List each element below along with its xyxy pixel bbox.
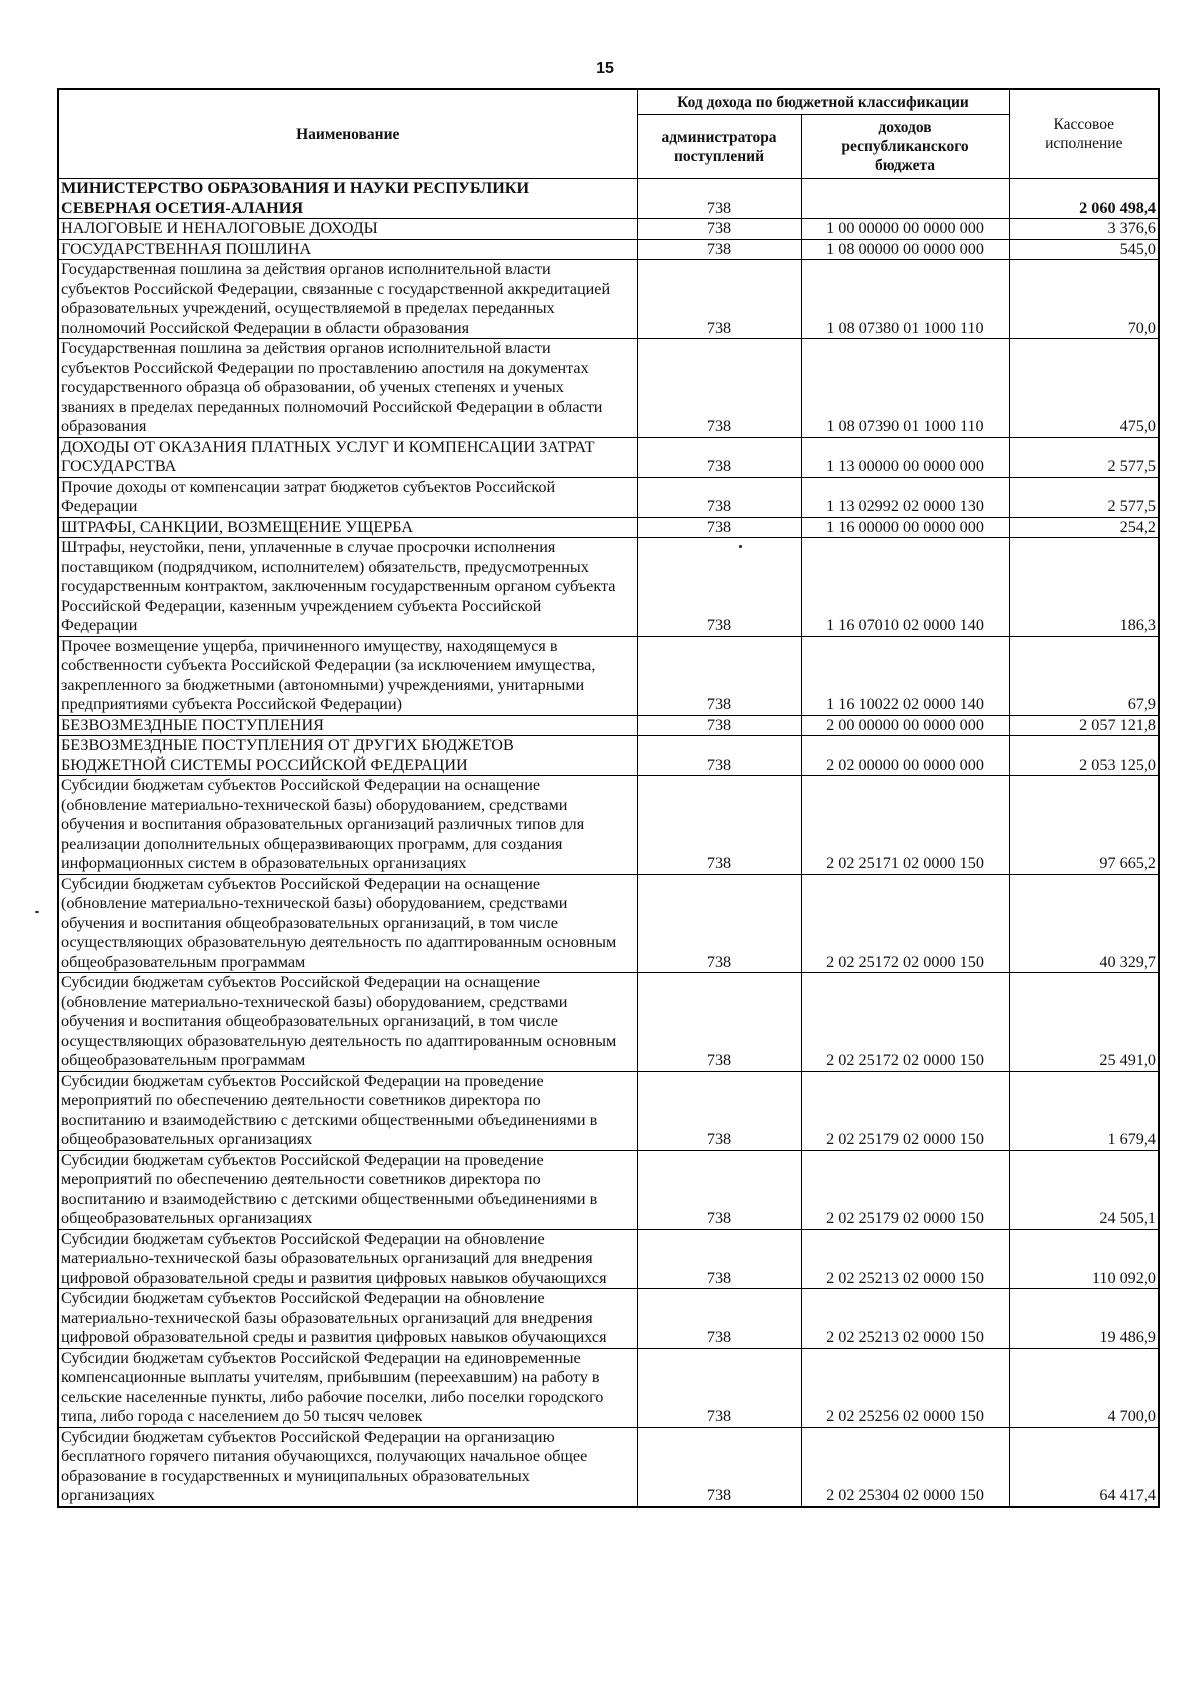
table-row [58,776,1159,875]
header-row [58,89,1159,115]
table-row [58,1229,1159,1289]
row-name-cell: Прочее возмещение ущерба, причиненного имуществу, находящемуся в собственности субъекта Российской Федерации (за исключением имущества, закрепленного за бюджетными (автономными) учреждениями, унитарными предприятиями субъекта Российской Федерации) [58,636,637,715]
admin-code-cell: 738 [637,874,801,973]
revenue-code-cell: 2 02 25172 02 0000 150 [801,973,1009,1072]
table-row [58,437,1159,477]
row-name-cell: Штрафы, неустойки, пени, уплаченные в случае просрочки исполнения поставщиком (подрядчиком, исполнителем) обязательств, предусмотренных государственным контрактом, заключенным государственным органом субъекта Российской Федерации, казенным учреждением субъекта Российской Федерации [58,538,637,637]
table-row [58,636,1159,715]
revenue-code-cell: 2 02 25256 02 0000 150 [801,1348,1009,1427]
admin-code-cell: 738 [637,1348,801,1427]
table-row [58,538,1159,637]
table-row [58,179,1159,219]
revenue-code-cell: 2 00 00000 00 0000 000 [801,715,1009,736]
revenue-code-cell [801,179,1009,219]
revenue-code-cell: 2 02 25179 02 0000 150 [801,1150,1009,1229]
amount-cell: 2 053 125,0 [1009,736,1159,776]
revenue-code-cell: 1 13 02992 02 0000 130 [801,477,1009,517]
admin-code-cell: 738 [637,239,801,260]
revenue-code-cell: 2 02 25213 02 0000 150 [801,1289,1009,1349]
table-row [58,874,1159,973]
revenue-code-cell: 2 02 00000 00 0000 000 [801,736,1009,776]
row-name-cell: Государственная пошлина за действия органов исполнительной власти субъектов Российской Федерации, связанные с государственной аккредитацией образовательных учреждений, осуществляемой в пределах переданных полномочий Российской Федерации в области образования [58,260,637,339]
row-name-cell: ГОСУДАРСТВЕННАЯ ПОШЛИНА [58,239,637,260]
admin-code-cell: 738 [637,715,801,736]
row-name-cell: Государственная пошлина за действия органов исполнительной власти субъектов Российской Федерации по проставлению апостиля на документах государственного образца об образовании, об ученых степенях и ученых званиях в пределах переданных полномочий Российской Федерации в области образования [58,339,637,438]
amount-cell: 4 700,0 [1009,1348,1159,1427]
admin-code-cell: 738 [637,260,801,339]
admin-code-cell: 738 [637,517,801,538]
table-row [58,339,1159,438]
amount-cell: 3 376,6 [1009,219,1159,240]
table-row [58,1289,1159,1349]
admin-code-cell: 738 [637,477,801,517]
header-code-group: Код дохода по бюджетной классификации [637,89,1009,115]
table-row [58,715,1159,736]
table-row [58,1150,1159,1229]
table-row [58,973,1159,1072]
amount-cell: 110 092,0 [1009,1229,1159,1289]
amount-cell: 67,9 [1009,636,1159,715]
header-admin-column: администратора поступлений [637,115,801,179]
revenue-code-cell: 1 08 07380 01 1000 110 [801,260,1009,339]
revenue-code-cell: 2 02 25172 02 0000 150 [801,874,1009,973]
revenue-code-cell: 2 02 25179 02 0000 150 [801,1071,1009,1150]
row-name-cell: Субсидии бюджетам субъектов Российской Федерации на обновление материально-технической базы образовательных организаций для внедрения цифровой образовательной среды и развития цифровых навыков обучающихся [58,1289,637,1349]
table-row [58,1427,1159,1507]
table-header [58,89,1159,179]
header-name-column: Наименование [58,89,637,179]
row-name-cell: Субсидии бюджетам субъектов Российской Федерации на организацию бесплатного горячего питания обучающихся, получающих начальное общее образование в государственных и муниципальных образовательных организациях [58,1427,637,1507]
header-execution-column: Кассовое исполнение [1009,89,1159,179]
admin-code-cell: 738 [637,636,801,715]
admin-code-cell: 738 [637,736,801,776]
row-name-cell: Субсидии бюджетам субъектов Российской Федерации на оснащение (обновление материально-технической базы) оборудованием, средствами обучения и воспитания общеобразовательных организаций, в том числе осуществляющих образовательную деятельность по адаптированным основным общеобразовательным программам [58,874,637,973]
amount-cell: 97 665,2 [1009,776,1159,875]
revenue-code-cell: 2 02 25171 02 0000 150 [801,776,1009,875]
amount-cell: 1 679,4 [1009,1071,1159,1150]
amount-cell: 19 486,9 [1009,1289,1159,1349]
scan-speck [35,911,39,913]
row-name-cell: ШТРАФЫ, САНКЦИИ, ВОЗМЕЩЕНИЕ УЩЕРБА [58,517,637,538]
row-name-cell: Субсидии бюджетам субъектов Российской Федерации на оснащение (обновление материально-технической базы) оборудованием, средствами обучения и воспитания общеобразовательных организаций, в том числе осуществляющих образовательную деятельность по адаптированным основным общеобразовательным программам [58,973,637,1072]
row-name-cell: Субсидии бюджетам субъектов Российской Федерации на единовременные компенсационные выплаты учителям, прибывшим (переехавшим) на работу в сельские населенные пункты, либо рабочие поселки, либо поселки городского типа, либо города с населением до 50 тысяч человек [58,1348,637,1427]
admin-code-cell: 738 [637,1229,801,1289]
header-budget-column: доходов республиканского бюджета [801,115,1009,179]
admin-code-cell: 738 [637,339,801,438]
admin-code-cell: 738 [637,1289,801,1349]
amount-cell: 2 060 498,4 [1009,179,1159,219]
table-row [58,477,1159,517]
revenue-code-cell: 1 13 00000 00 0000 000 [801,437,1009,477]
revenue-code-cell: 1 08 07390 01 1000 110 [801,339,1009,438]
amount-cell: 545,0 [1009,239,1159,260]
table-row [58,239,1159,260]
table-row [58,736,1159,776]
amount-cell: 2 577,5 [1009,437,1159,477]
revenue-code-cell: 1 08 00000 00 0000 000 [801,239,1009,260]
table-row [58,1348,1159,1427]
row-name-cell: МИНИСТЕРСТВО ОБРАЗОВАНИЯ И НАУКИ РЕСПУБЛИКИ СЕВЕРНАЯ ОСЕТИЯ-АЛАНИЯ [58,179,637,219]
row-name-cell: Прочие доходы от компенсации затрат бюджетов субъектов Российской Федерации [58,477,637,517]
row-name-cell: НАЛОГОВЫЕ И НЕНАЛОГОВЫЕ ДОХОДЫ [58,219,637,240]
amount-cell: 70,0 [1009,260,1159,339]
amount-cell: 475,0 [1009,339,1159,438]
row-name-cell: БЕЗВОЗМЕЗДНЫЕ ПОСТУПЛЕНИЯ [58,715,637,736]
admin-code-cell: 738 [637,219,801,240]
table-row [58,219,1159,240]
amount-cell: 2 577,5 [1009,477,1159,517]
admin-code-cell: 738 [637,776,801,875]
admin-code-cell: 738 [637,1427,801,1507]
table-row [58,1071,1159,1150]
revenue-code-cell: 1 16 00000 00 0000 000 [801,517,1009,538]
admin-code-cell: 738 [637,437,801,477]
row-name-cell: ДОХОДЫ ОТ ОКАЗАНИЯ ПЛАТНЫХ УСЛУГ И КОМПЕНСАЦИИ ЗАТРАТ ГОСУДАРСТВА [58,437,637,477]
table-body [58,179,1159,1507]
revenue-table [57,88,1160,1508]
amount-cell: 186,3 [1009,538,1159,637]
revenue-code-cell: 1 00 00000 00 0000 000 [801,219,1009,240]
row-name-cell: Субсидии бюджетам субъектов Российской Федерации на обновление материально-технической базы образовательных организаций для внедрения цифровой образовательной среды и развития цифровых навыков обучающихся [58,1229,637,1289]
amount-cell: 254,2 [1009,517,1159,538]
admin-code-cell: 738 [637,1071,801,1150]
amount-cell: 2 057 121,8 [1009,715,1159,736]
amount-cell: 64 417,4 [1009,1427,1159,1507]
row-name-cell: БЕЗВОЗМЕЗДНЫЕ ПОСТУПЛЕНИЯ ОТ ДРУГИХ БЮДЖЕТОВ БЮДЖЕТНОЙ СИСТЕМЫ РОССИЙСКОЙ ФЕДЕРАЦИИ [58,736,637,776]
page-number: 15 [596,60,614,77]
revenue-code-cell: 2 02 25213 02 0000 150 [801,1229,1009,1289]
amount-cell: 25 491,0 [1009,973,1159,1072]
table-row [58,260,1159,339]
amount-cell: 40 329,7 [1009,874,1159,973]
admin-code-cell: 738 [637,973,801,1072]
amount-cell: 24 505,1 [1009,1150,1159,1229]
revenue-code-cell: 1 16 07010 02 0000 140 [801,538,1009,637]
revenue-code-cell: 1 16 10022 02 0000 140 [801,636,1009,715]
admin-code-cell: 738 [637,538,801,637]
row-name-cell: Субсидии бюджетам субъектов Российской Федерации на оснащение (обновление материально-технической базы) оборудованием, средствами обучения и воспитания образовательных организаций различных типов для реализации дополнительных общеразвивающих программ, для создания информационных систем в образовательных организациях [58,776,637,875]
scan-speck [739,545,742,548]
table-row [58,517,1159,538]
admin-code-cell: 738 [637,179,801,219]
admin-code-cell: 738 [637,1150,801,1229]
row-name-cell: Субсидии бюджетам субъектов Российской Федерации на проведение мероприятий по обеспечению деятельности советников директора по воспитанию и взаимодействию с детскими общественными объединениями в общеобразовательных организациях [58,1071,637,1150]
row-name-cell: Субсидии бюджетам субъектов Российской Федерации на проведение мероприятий по обеспечению деятельности советников директора по воспитанию и взаимодействию с детскими общественными объединениями в общеобразовательных организациях [58,1150,637,1229]
revenue-code-cell: 2 02 25304 02 0000 150 [801,1427,1009,1507]
